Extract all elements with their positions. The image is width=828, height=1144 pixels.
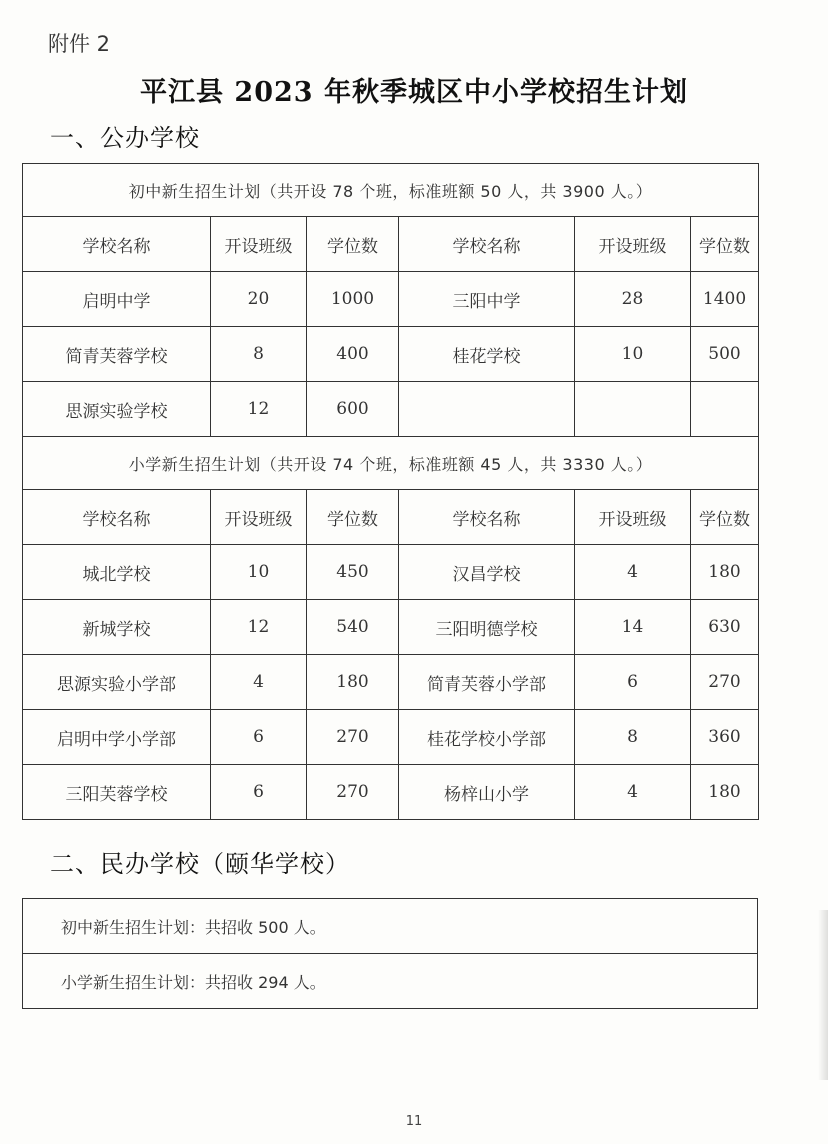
seat-count-cell: 270: [307, 710, 399, 765]
seat-count-cell: 270: [307, 765, 399, 820]
seat-count-cell: 360: [691, 710, 759, 765]
private-middle-plan: 初中新生招生计划：共招收 500 人。: [23, 899, 758, 954]
table-row: [23, 382, 759, 437]
seat-count-cell: [691, 382, 759, 437]
school-name-cell: 三阳中学: [399, 272, 575, 327]
school-name-cell: 新城学校: [23, 600, 211, 655]
private-row: [23, 899, 758, 954]
seat-count-cell: 180: [691, 765, 759, 820]
table-row: [23, 327, 759, 382]
school-name-cell: 三阳芙蓉学校: [23, 765, 211, 820]
class-count-cell: 14: [575, 600, 691, 655]
school-name-cell: 思源实验学校: [23, 382, 211, 437]
column-header: 学校名称: [399, 490, 575, 545]
class-count-cell: [575, 382, 691, 437]
school-name-cell: 桂花学校小学部: [399, 710, 575, 765]
column-header: 开设班级: [575, 217, 691, 272]
class-count-cell: 4: [575, 765, 691, 820]
seat-count-cell: 180: [307, 655, 399, 710]
class-count-cell: 10: [211, 545, 307, 600]
school-name-cell: 思源实验小学部: [23, 655, 211, 710]
class-count-cell: 8: [211, 327, 307, 382]
table-row: [23, 710, 759, 765]
class-count-cell: 12: [211, 600, 307, 655]
seat-count-cell: 630: [691, 600, 759, 655]
class-count-cell: 10: [575, 327, 691, 382]
column-header: 开设班级: [211, 217, 307, 272]
attachment-label: 附件 2: [48, 32, 111, 56]
column-header: 学位数: [307, 217, 399, 272]
seat-count-cell: 180: [691, 545, 759, 600]
private-primary-plan: 小学新生招生计划：共招收 294 人。: [23, 954, 758, 1009]
school-name-cell: 桂花学校: [399, 327, 575, 382]
column-header: 学位数: [307, 490, 399, 545]
class-count-cell: 8: [575, 710, 691, 765]
column-header: 学校名称: [23, 217, 211, 272]
class-count-cell: 28: [575, 272, 691, 327]
class-count-cell: 4: [211, 655, 307, 710]
seat-count-cell: 400: [307, 327, 399, 382]
school-name-cell: 启明中学小学部: [23, 710, 211, 765]
school-name-cell: 三阳明德学校: [399, 600, 575, 655]
seat-count-cell: 450: [307, 545, 399, 600]
class-count-cell: 4: [575, 545, 691, 600]
middle-school-plan-row: [23, 164, 759, 217]
school-name-cell: 简青芙蓉小学部: [399, 655, 575, 710]
table-row: [23, 765, 759, 820]
column-header: 开设班级: [211, 490, 307, 545]
table-row: [23, 272, 759, 327]
seat-count-cell: 270: [691, 655, 759, 710]
document-title: 平江县 2023 年秋季城区中小学校招生计划: [140, 77, 688, 108]
class-count-cell: 6: [211, 765, 307, 820]
school-name-cell: 简青芙蓉学校: [23, 327, 211, 382]
seat-count-cell: 1000: [307, 272, 399, 327]
class-count-cell: 12: [211, 382, 307, 437]
page-number: 11: [405, 1114, 423, 1129]
section-private-heading: 二、民办学校（颐华学校）: [50, 850, 350, 878]
column-header: 学位数: [691, 490, 759, 545]
class-count-cell: 6: [211, 710, 307, 765]
seat-count-cell: 540: [307, 600, 399, 655]
column-header: 学校名称: [399, 217, 575, 272]
school-name-cell: 启明中学: [23, 272, 211, 327]
column-header: 学校名称: [23, 490, 211, 545]
table-row: [23, 655, 759, 710]
column-header: 开设班级: [575, 490, 691, 545]
school-name-cell: 杨梓山小学: [399, 765, 575, 820]
primary-header-row: [23, 490, 759, 545]
seat-count-cell: 500: [691, 327, 759, 382]
school-name-cell: 汉昌学校: [399, 545, 575, 600]
school-name-cell: [399, 382, 575, 437]
public-school-table: [22, 163, 759, 820]
middle-header-row: [23, 217, 759, 272]
primary-school-plan-row: [23, 437, 759, 490]
private-school-table: [22, 898, 758, 1009]
column-header: 学位数: [691, 217, 759, 272]
class-count-cell: 20: [211, 272, 307, 327]
primary-school-plan: 小学新生招生计划（共开设 74 个班，标准班额 45 人，共 3330 人。）: [23, 437, 759, 490]
page-edge-shadow: [818, 910, 828, 1080]
section-public-heading: 一、公办学校: [50, 124, 200, 152]
seat-count-cell: 1400: [691, 272, 759, 327]
seat-count-cell: 600: [307, 382, 399, 437]
class-count-cell: 6: [575, 655, 691, 710]
table-row: [23, 545, 759, 600]
table-row: [23, 600, 759, 655]
middle-school-plan: 初中新生招生计划（共开设 78 个班，标准班额 50 人，共 3900 人。）: [23, 164, 759, 217]
private-row: [23, 954, 758, 1009]
school-name-cell: 城北学校: [23, 545, 211, 600]
